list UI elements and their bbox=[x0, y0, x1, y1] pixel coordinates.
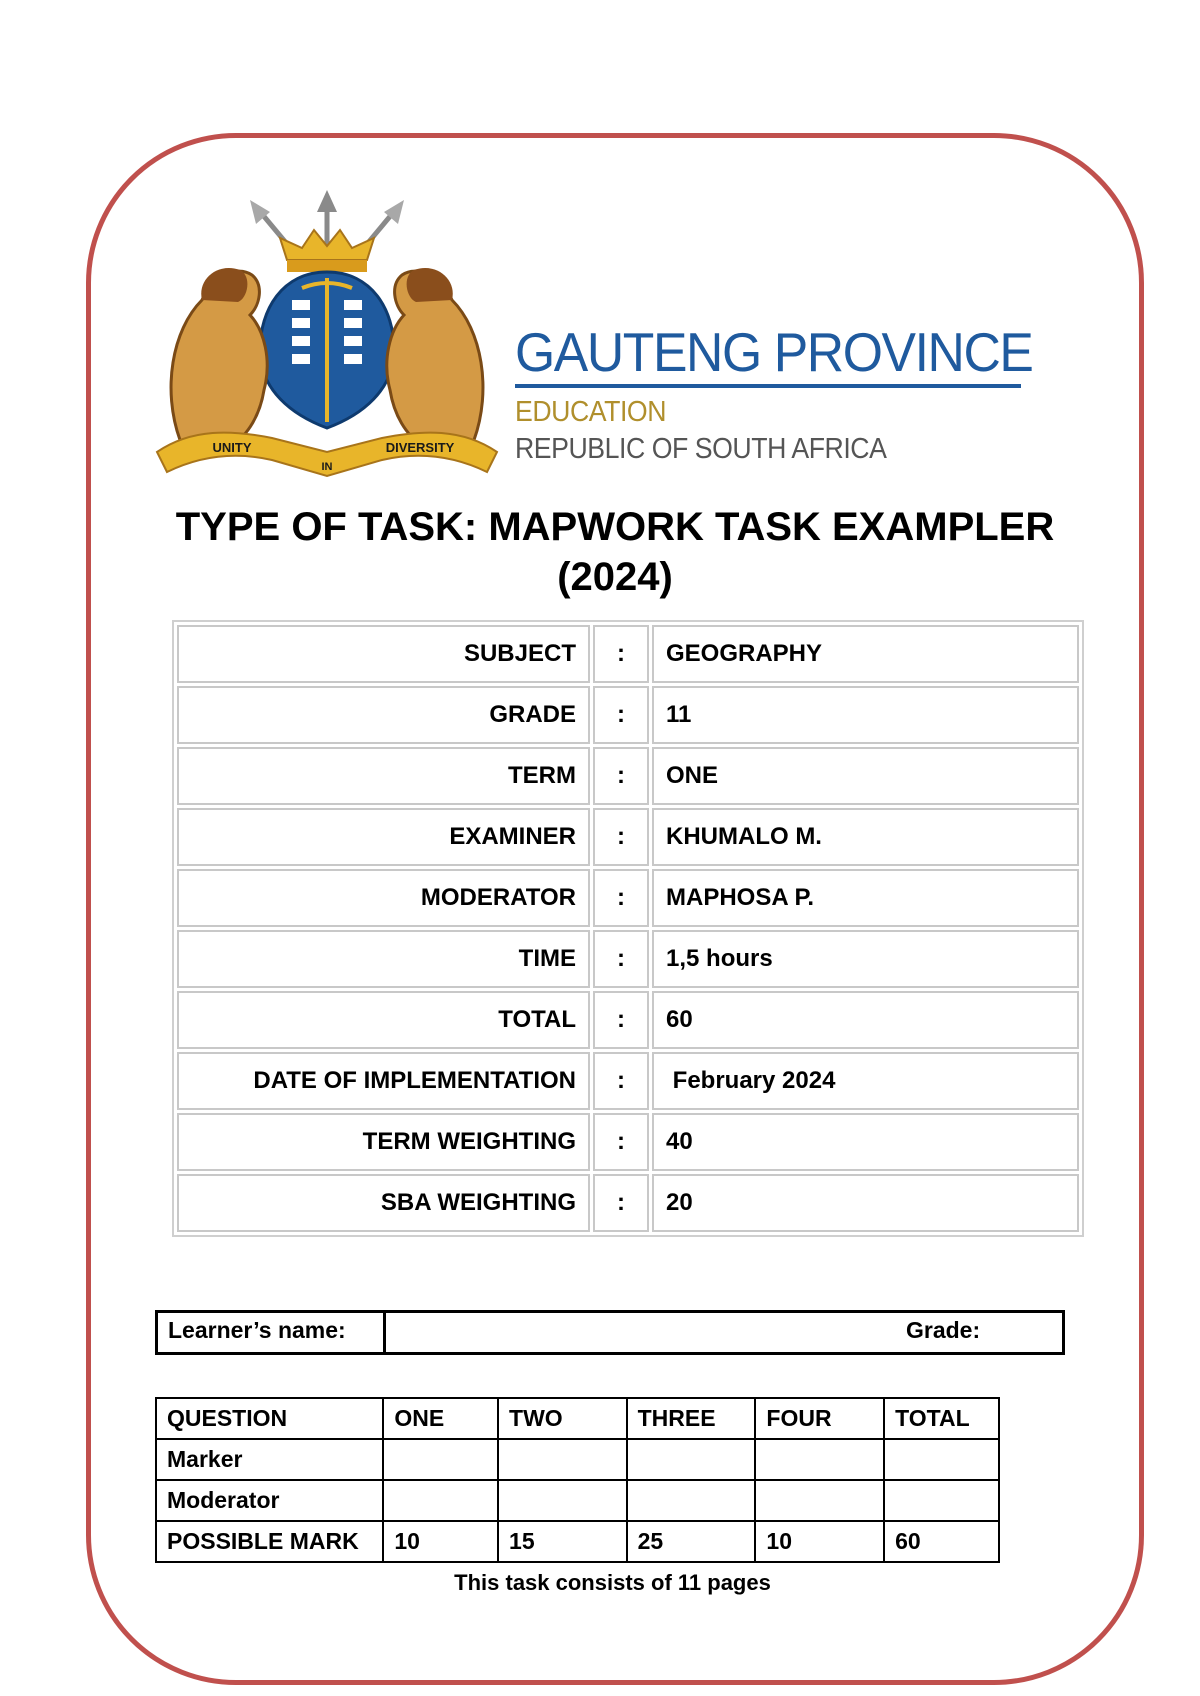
info-separator: : bbox=[593, 625, 649, 683]
info-label: TERM bbox=[177, 747, 590, 805]
marks-cell: 10 bbox=[755, 1521, 884, 1562]
info-separator: : bbox=[593, 686, 649, 744]
info-row-examiner bbox=[177, 808, 1079, 866]
marks-cell[interactable] bbox=[884, 1439, 999, 1480]
info-separator: : bbox=[593, 869, 649, 927]
marks-cell[interactable] bbox=[498, 1439, 627, 1480]
marks-table bbox=[155, 1397, 1000, 1563]
marks-cell[interactable] bbox=[383, 1439, 498, 1480]
info-separator: : bbox=[593, 930, 649, 988]
marks-header-cell: TWO bbox=[498, 1398, 627, 1439]
info-row-time bbox=[177, 930, 1079, 988]
info-row-moderator bbox=[177, 869, 1079, 927]
info-label: DATE OF IMPLEMENTATION bbox=[177, 1052, 590, 1110]
info-value: 60 bbox=[652, 991, 1079, 1049]
marks-cell[interactable] bbox=[755, 1439, 884, 1480]
motto-center: IN bbox=[321, 461, 333, 473]
coat-of-arms-logo bbox=[152, 190, 502, 480]
info-row-sba-weighting bbox=[177, 1174, 1079, 1232]
info-value: ONE bbox=[652, 747, 1079, 805]
task-title-line1: TYPE OF TASK: MAPWORK TASK EXAMPLER bbox=[175, 505, 1055, 549]
info-label: SUBJECT bbox=[177, 625, 590, 683]
learner-name-label: Learner’s name: bbox=[158, 1313, 386, 1352]
brand-rule bbox=[515, 384, 1021, 388]
brand-name: GAUTENG PROVINCE bbox=[515, 321, 1033, 383]
info-separator: : bbox=[593, 1174, 649, 1232]
info-row-term-weighting bbox=[177, 1113, 1079, 1171]
info-label: GRADE bbox=[177, 686, 590, 744]
info-separator: : bbox=[593, 1113, 649, 1171]
marks-row-label: Moderator bbox=[156, 1480, 383, 1521]
info-separator: : bbox=[593, 991, 649, 1049]
marks-cell[interactable] bbox=[498, 1480, 627, 1521]
learner-grade-label: Grade: bbox=[906, 1317, 981, 1343]
brand-department: EDUCATION bbox=[515, 396, 667, 428]
brand-block bbox=[515, 322, 1066, 466]
info-label: TIME bbox=[177, 930, 590, 988]
info-row-term bbox=[177, 747, 1079, 805]
info-separator: : bbox=[593, 747, 649, 805]
task-title bbox=[130, 502, 1100, 602]
info-separator: : bbox=[593, 1052, 649, 1110]
info-label: SBA WEIGHTING bbox=[177, 1174, 590, 1232]
marks-header-cell: QUESTION bbox=[156, 1398, 383, 1439]
learner-name-field[interactable] bbox=[386, 1313, 1062, 1352]
marks-header-cell: THREE bbox=[627, 1398, 756, 1439]
info-row-grade bbox=[177, 686, 1079, 744]
info-value: 1,5 hours bbox=[652, 930, 1079, 988]
info-separator: : bbox=[593, 808, 649, 866]
marks-row-label: POSSIBLE MARK bbox=[156, 1521, 383, 1562]
marks-cell[interactable] bbox=[627, 1439, 756, 1480]
info-value: February 2024 bbox=[652, 1052, 1079, 1110]
info-row-total bbox=[177, 991, 1079, 1049]
motto-left: UNITY bbox=[212, 440, 252, 455]
info-value: 11 bbox=[652, 686, 1079, 744]
info-value: 20 bbox=[652, 1174, 1079, 1232]
motto-right: DIVERSITY bbox=[385, 440, 455, 455]
marks-cell[interactable] bbox=[383, 1480, 498, 1521]
marks-row-possible bbox=[156, 1521, 999, 1562]
marks-row-marker bbox=[156, 1439, 999, 1480]
marks-header-row bbox=[156, 1398, 999, 1439]
info-label: TOTAL bbox=[177, 991, 590, 1049]
info-value: MAPHOSA P. bbox=[652, 869, 1079, 927]
marks-header-cell: TOTAL bbox=[884, 1398, 999, 1439]
marks-cell[interactable] bbox=[884, 1480, 999, 1521]
marks-cell: 25 bbox=[627, 1521, 756, 1562]
info-row-subject bbox=[177, 625, 1079, 683]
info-value: GEOGRAPHY bbox=[652, 625, 1079, 683]
marks-row-label: Marker bbox=[156, 1439, 383, 1480]
marks-cell: 15 bbox=[498, 1521, 627, 1562]
marks-cell[interactable] bbox=[755, 1480, 884, 1521]
info-value: 40 bbox=[652, 1113, 1079, 1171]
marks-row-moderator bbox=[156, 1480, 999, 1521]
marks-header-cell: ONE bbox=[383, 1398, 498, 1439]
marks-cell: 60 bbox=[884, 1521, 999, 1562]
info-value: KHUMALO M. bbox=[652, 808, 1079, 866]
marks-header-cell: FOUR bbox=[755, 1398, 884, 1439]
marks-cell: 10 bbox=[383, 1521, 498, 1562]
page-count-note: This task consists of 11 pages bbox=[454, 1570, 771, 1595]
marks-cell[interactable] bbox=[627, 1480, 756, 1521]
learner-details-box bbox=[155, 1310, 1065, 1355]
brand-country: REPUBLIC OF SOUTH AFRICA bbox=[515, 433, 887, 465]
info-label: MODERATOR bbox=[177, 869, 590, 927]
info-row-date bbox=[177, 1052, 1079, 1110]
info-label: TERM WEIGHTING bbox=[177, 1113, 590, 1171]
task-title-line2: (2024) bbox=[557, 555, 673, 599]
info-label: EXAMINER bbox=[177, 808, 590, 866]
task-info-table bbox=[172, 620, 1084, 1237]
